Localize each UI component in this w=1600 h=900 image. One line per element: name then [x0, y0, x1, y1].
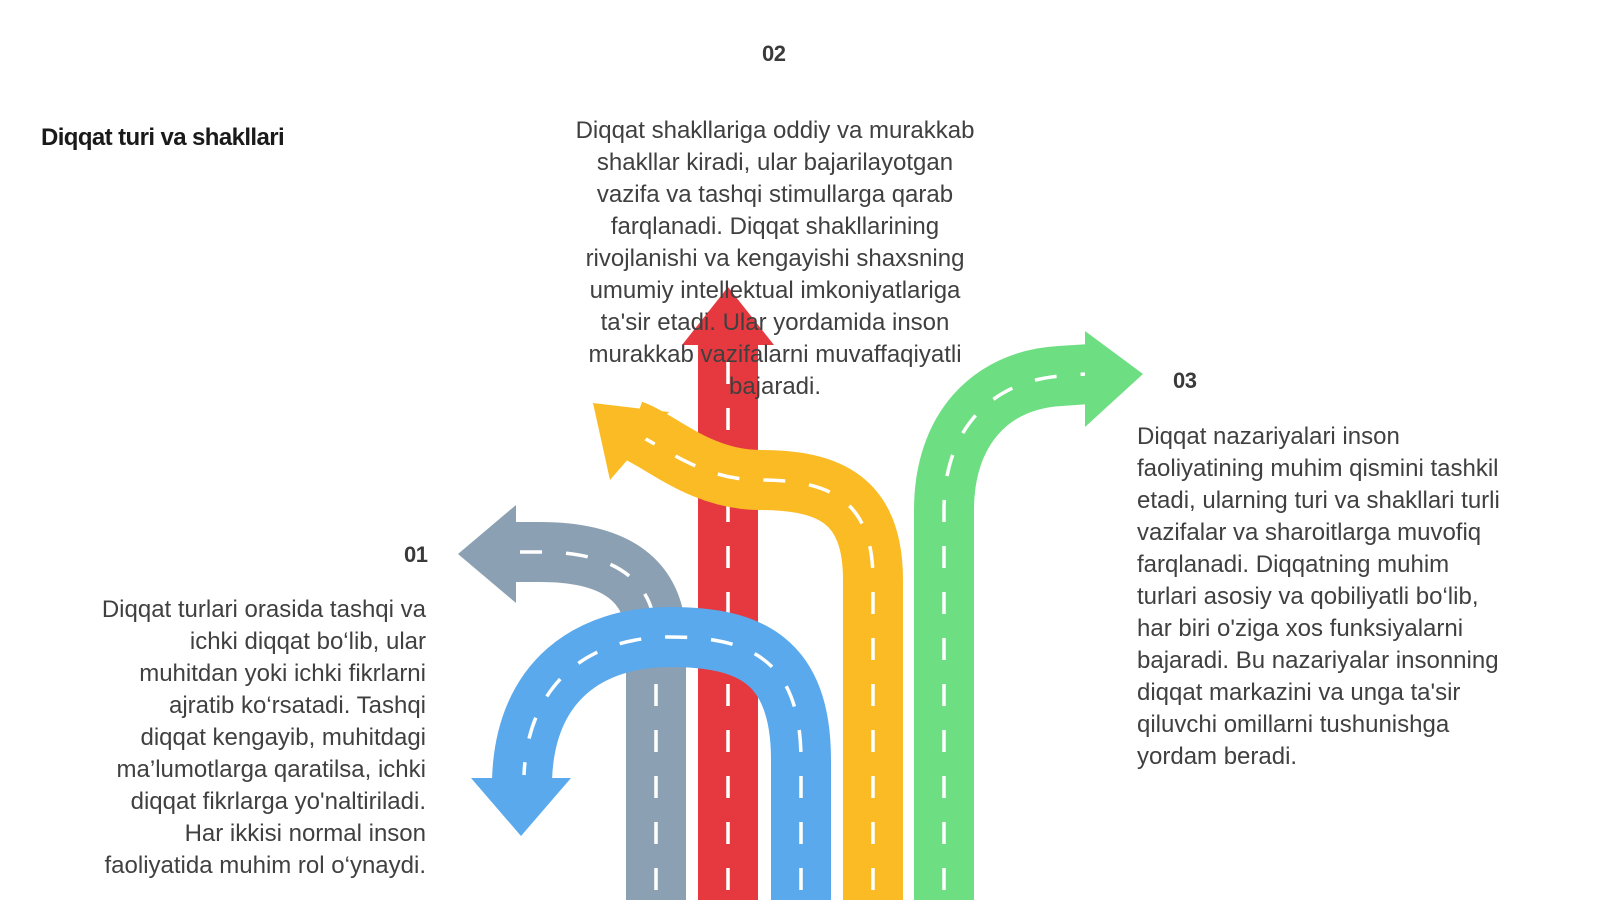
item-3-line: bajaradi. Bu nazariyalar insonning — [1137, 647, 1499, 674]
item-1-line: diqqat kengayib, muhitdagi — [140, 724, 426, 751]
item-1-line: faoliyatida muhim rol o‘ynaydi. — [104, 852, 426, 879]
item-2-line: farqlanadi. Diqqat shakllarining — [610, 213, 940, 240]
item-2-line: bajaradi. — [728, 373, 822, 400]
item-2-line: rivojlanishi va kengayishi shaxsning — [585, 245, 965, 272]
item-2-line: ta'sir etadi. Ular yordamida inson — [600, 309, 950, 336]
item-1-line: diqqat fikrlarga yo'naltiriladi. — [130, 788, 426, 815]
item-3-number: 03 — [1173, 368, 1197, 393]
item-2-line: vazifa va tashqi stimullarga qarab — [596, 181, 954, 208]
page-title: Diqqat turi va shakllari — [41, 124, 285, 151]
item-3-line: har biri o'ziga xos funksiyalarni — [1137, 615, 1464, 642]
item-2-number: 02 — [762, 41, 786, 66]
item-3-description — [1137, 421, 1500, 773]
item-1-line: muhitdan yoki ichki fikrlarni — [139, 660, 426, 687]
item-3-line: faoliyatining muhim qismini tashkil — [1137, 455, 1499, 482]
item-3-line: etadi, ularning turi va shakllari turli — [1137, 487, 1500, 514]
item-3-line: diqqat markazini va unga ta'sir — [1137, 679, 1461, 706]
item-2-line: umumiy intellektual imkoniyatlariga — [589, 277, 961, 304]
item-2-line: shakllar kiradi, ular bajarilayotgan — [596, 149, 954, 176]
item-3-line: turlari asosiy va qobiliyatli bo‘lib, — [1137, 583, 1479, 610]
item-1-description — [102, 594, 426, 882]
green-road-arrow — [944, 331, 1143, 900]
item-3-line: yordam beradi. — [1137, 743, 1298, 770]
item-1-line: Har ikkisi normal inson — [184, 820, 426, 847]
item-3-line: farqlanadi. Diqqatning muhim — [1137, 551, 1450, 578]
item-2-description — [553, 115, 997, 403]
item-2-line: Diqqat shakllariga oddiy va murakkab — [575, 117, 975, 144]
item-1-number: 01 — [404, 542, 428, 567]
item-2-line: murakkab vazifalarni muvaffaqiyatli — [588, 341, 962, 368]
item-1-line: ichki diqqat bo‘lib, ular — [189, 628, 426, 655]
item-1-line: Diqqat turlari orasida tashqi va — [101, 596, 426, 623]
item-3-line: Diqqat nazariyalari inson — [1137, 423, 1400, 450]
item-3-line: vazifalar va sharoitlarga muvofiq — [1137, 519, 1482, 546]
item-3-line: qiluvchi omillarni tushunishga — [1137, 711, 1450, 738]
item-1-line: ajratib ko‘rsatadi. Tashqi — [168, 692, 426, 719]
item-1-line: ma’lumotlarga qaratilsa, ichki — [116, 756, 426, 783]
